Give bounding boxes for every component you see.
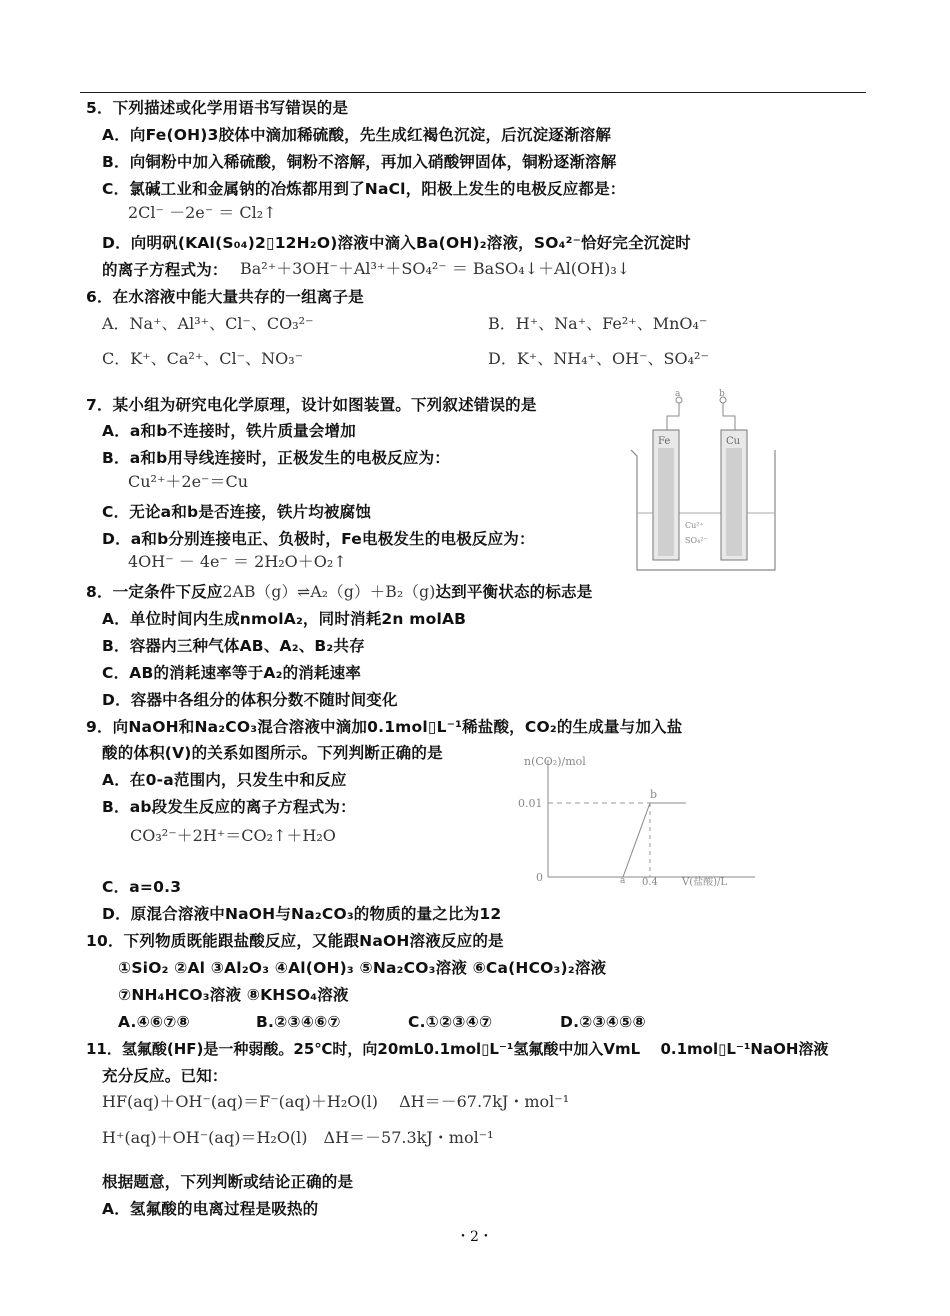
q7-option-d-equation: 4OH⁻ － 4e⁻ ＝ 2H₂O＋O₂↑ [128, 552, 347, 571]
header-rule [80, 92, 866, 93]
q6-option-c: C．K⁺、Ca²⁺、Cl⁻、NO₃⁻ [102, 349, 304, 368]
q6-stem: 6．在水溶液中能大量共存的一组离子是 [86, 288, 364, 306]
q5-option-d-lead: 的离子方程式为： [102, 261, 228, 279]
q10-option-b: B.②③④⑥⑦ [256, 1013, 341, 1031]
ion-cu-label: Cu²⁺ [685, 521, 704, 530]
q5-option-b: B．向铜粉中加入稀硫酸，铜粉不溶解，再加入硝酸钾固体，铜粉逐渐溶解 [102, 153, 617, 171]
q9-stem-line2: 酸的体积(V)的关系如图所示。下列判断正确的是 [102, 744, 443, 762]
q10-option-c: C.①②③④⑦ [408, 1013, 493, 1031]
q8-stem-pre: 8．一定条件下反应 [86, 583, 223, 601]
q7-option-c: C．无论a和b是否连接，铁片均被腐蚀 [102, 503, 372, 521]
q7-option-a: A．a和b不连接时，铁片质量会增加 [102, 422, 356, 440]
q11-stem-line2: 充分反应。已知： [102, 1067, 228, 1085]
q10-list-line2: ⑦NH₄HCO₃溶液 ⑧KHSO₄溶液 [118, 986, 349, 1004]
q6-option-d: D．K⁺、NH₄⁺、OH⁻、SO₄²⁻ [488, 349, 709, 368]
terminal-a-label: a [675, 389, 681, 399]
q5-option-d: D．向明矾(KAl(S₀₄)2▯12H₂O)溶液中滴入Ba(OH)₂溶液，SO₄²⁻恰好完全沉淀时 [102, 234, 691, 252]
q11-stem-line1: 11．氢氟酸(HF)是一种弱酸。25℃时，向20mL0.1mol▯L⁻¹氢氟酸中加入VmL 0.1mol▯L⁻¹NaOH溶液 [86, 1040, 829, 1058]
q9-option-a: A．在0-a范围内，只发生中和反应 [102, 771, 347, 789]
q11-equation-2: H⁺(aq)＋OH⁻(aq)＝H₂O(l) ΔH＝－57.3kJ・mol⁻¹ [102, 1128, 494, 1147]
q11-equation-1: HF(aq)＋OH⁻(aq)＝F⁻(aq)＋H₂O(l) ΔH＝－67.7kJ・mol⁻¹ [102, 1092, 570, 1111]
graph-y-value-label: 0.01 [518, 797, 543, 810]
q5-option-c-equation: 2Cl⁻ －2e⁻ ＝ Cl₂↑ [128, 203, 277, 222]
q8-stem-post: 达到平衡状态的标志是 [435, 583, 593, 601]
electrochemical-cell-figure [625, 388, 780, 578]
q10-stem: 10．下列物质既能跟盐酸反应，又能跟NaOH溶液反应的是 [86, 932, 504, 950]
q5-option-a: A．向Fe(OH)3胶体中滴加稀硫酸，先生成红褐色沉淀，后沉淀逐渐溶解 [102, 126, 612, 144]
q5-stem: 5．下列描述或化学用语书写错误的是 [86, 99, 349, 117]
graph-rising-segment [623, 803, 650, 877]
cu-label: Cu [726, 436, 741, 447]
q5-option-d-equation: Ba²⁺＋3OH⁻＋Al³⁺＋SO₄²⁻ ＝ BaSO₄↓＋Al(OH)₃↓ [240, 259, 631, 278]
co2-volume-graph [510, 752, 780, 897]
ion-so4-label: SO₄²⁻ [685, 536, 708, 545]
q8-stem-equation: 2AB（g）⇌A₂（g）＋B₂（g) [222, 583, 436, 601]
q10-option-d: D.②③④⑤⑧ [560, 1013, 646, 1031]
q8-stem [86, 582, 592, 602]
q7-option-b: B．a和b用导线连接时，正极发生的电极反应为： [102, 449, 450, 467]
q8-option-a: A．单位时间内生成nmolA₂，同时消耗2n molAB [102, 610, 467, 628]
q7-option-d: D．a和b分别连接电正、负极时，Fe电极发生的电极反应为： [102, 530, 535, 548]
q9-stem-line1: 9．向NaOH和Na₂CO₃混合溶液中滴加0.1mol▯L⁻¹稀盐酸，CO₂的生成量与加入盐 [86, 718, 683, 736]
q8-option-c: C．AB的消耗速率等于A₂的消耗速率 [102, 664, 362, 682]
q8-option-b: B．容器内三种气体AB、A₂、B₂共存 [102, 637, 365, 655]
graph-point-b-label: b [650, 788, 658, 801]
graph-point-a-label: a [620, 876, 626, 886]
q11-lead: 根据题意，下列判断或结论正确的是 [102, 1173, 354, 1191]
terminal-b-label: b [719, 389, 725, 399]
q5-option-c: C．氯碱工业和金属钠的冶炼都用到了NaCl，阳极上发生的电极反应都是： [102, 180, 626, 198]
q11-option-a: A．氢氟酸的电离过程是吸热的 [102, 1200, 319, 1218]
graph-x-tick-label: 0.4 [642, 877, 658, 888]
q9-option-b-equation: CO₃²⁻＋2H⁺＝CO₂↑＋H₂O [130, 826, 336, 845]
q10-list-line1: ①SiO₂ ②Al ③Al₂O₃ ④Al(OH)₃ ⑤Na₂CO₃溶液 ⑥Ca(HCO₃)₂溶液 [118, 959, 607, 977]
graph-y-axis-label: n(CO₂)/mol [524, 755, 586, 768]
q6-option-a: A．Na⁺、Al³⁺、Cl⁻、CO₃²⁻ [102, 314, 314, 333]
q9-option-b: B．ab段发生反应的离子方程式为： [102, 798, 356, 816]
q6-option-b: B．H⁺、Na⁺、Fe²⁺、MnO₄⁻ [488, 314, 708, 333]
graph-origin-label: 0 [536, 871, 543, 884]
q10-option-a: A.④⑥⑦⑧ [118, 1013, 190, 1031]
q7-option-b-equation: Cu²⁺＋2e⁻＝Cu [128, 472, 249, 491]
q9-option-c: C．a=0.3 [102, 878, 182, 896]
q8-option-d: D．容器中各组分的体积分数不随时间变化 [102, 691, 398, 709]
q9-option-d: D．原混合溶液中NaOH与Na₂CO₃的物质的量之比为12 [102, 905, 502, 923]
graph-x-axis-label: V(盐酸)/L [682, 877, 728, 888]
q7-stem: 7．某小组为研究电化学原理，设计如图装置。下列叙述错误的是 [86, 396, 537, 414]
fe-label: Fe [658, 436, 671, 447]
page-number: ・2・ [456, 1229, 493, 1245]
